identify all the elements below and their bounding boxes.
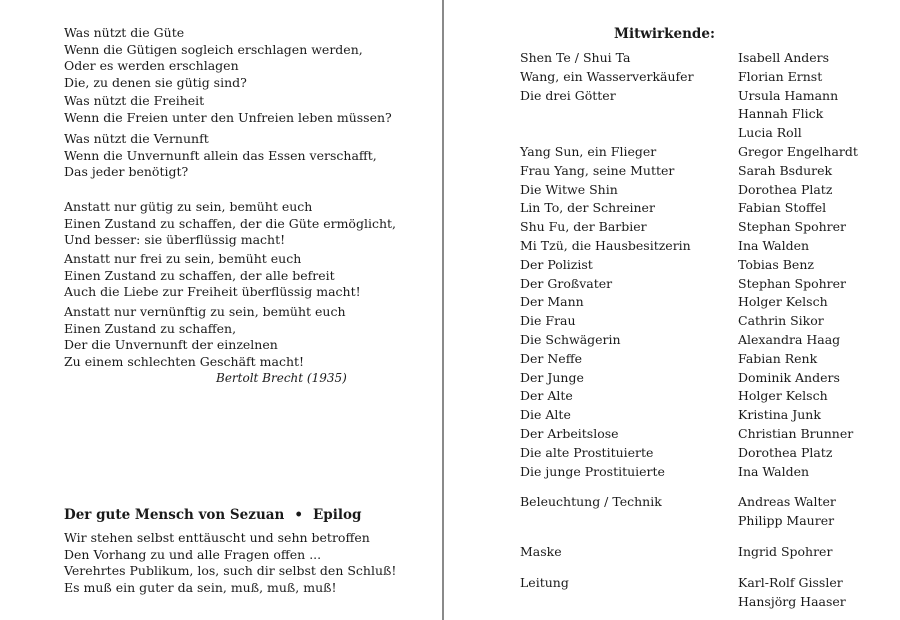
cast-actor: Alexandra Haag bbox=[738, 331, 841, 347]
cast-role: Wang, ein Wasserverkäufer bbox=[520, 68, 694, 84]
cast-role: Shen Te / Shui Ta bbox=[520, 50, 631, 65]
cast-actor: Hansjörg Haaser bbox=[738, 593, 846, 609]
cast-actor: Ina Walden bbox=[738, 237, 810, 253]
poem-line: Das jeder benötigt? bbox=[64, 164, 189, 179]
cast-actor: Andreas Walter bbox=[738, 494, 836, 510]
cast-role: Die Witwe Shin bbox=[520, 181, 618, 197]
cast-row bbox=[520, 543, 900, 562]
cast-row bbox=[520, 512, 900, 531]
cast-actor: Stephan Spohrer bbox=[738, 275, 847, 291]
epilog-title bbox=[64, 507, 361, 523]
cast-actor: Fabian Stoffel bbox=[738, 200, 827, 216]
cast-row bbox=[520, 331, 900, 350]
cast-role: Yang Sun, ein Flieger bbox=[520, 143, 657, 159]
cast-role bbox=[520, 512, 738, 531]
cast-role: Leitung bbox=[520, 574, 569, 590]
poem-stanza bbox=[64, 199, 396, 249]
cast-row bbox=[520, 105, 900, 124]
poem-signature: Bertolt Brecht (1935) bbox=[216, 371, 347, 385]
cast-actor: Hannah Flick bbox=[738, 106, 824, 122]
cast-title: Mitwirkende: bbox=[614, 26, 715, 42]
poem-line: Was nützt die Güte bbox=[64, 25, 185, 40]
cast-actor: Lucia Roll bbox=[738, 125, 802, 141]
cast-row bbox=[520, 350, 900, 369]
cast-role: Die alte Prostituierte bbox=[520, 444, 654, 460]
cast-row bbox=[520, 256, 900, 275]
cast-role: Shu Fu, der Barbier bbox=[520, 219, 647, 235]
cast-role: Der Neffe bbox=[520, 350, 582, 366]
cast-actor: Karl-Rolf Gissler bbox=[738, 574, 843, 590]
poem-line: Anstatt nur frei zu sein, bemüht euch bbox=[64, 251, 302, 266]
poem-line: Der die Unvernunft der einzelnen bbox=[64, 337, 278, 352]
poem-stanza bbox=[64, 131, 377, 181]
poem-stanza bbox=[64, 304, 346, 370]
epilog-title-section: Epilog bbox=[312, 507, 362, 523]
left-page bbox=[0, 0, 442, 620]
poem-line: Wenn die Gütigen sogleich erschlagen werden, bbox=[64, 41, 363, 57]
cast-list bbox=[520, 49, 900, 611]
cast-actor: Florian Ernst bbox=[738, 68, 823, 84]
cast-row bbox=[520, 237, 900, 256]
cast-actor: Ursula Hamann bbox=[738, 87, 839, 103]
page-divider bbox=[442, 0, 444, 620]
cast-actor: Dorothea Platz bbox=[738, 444, 833, 460]
cast-role: Der Mann bbox=[520, 294, 584, 310]
poem-stanza bbox=[64, 25, 363, 91]
cast-row bbox=[520, 68, 900, 87]
epilog-title-play: Der gute Mensch von Sezuan bbox=[64, 507, 285, 523]
cast-role: Der Großvater bbox=[520, 275, 613, 291]
cast-actor: Ingrid Spohrer bbox=[738, 543, 833, 559]
cast-actor: Holger Kelsch bbox=[738, 294, 828, 310]
cast-role bbox=[520, 593, 738, 612]
cast-row bbox=[520, 574, 900, 593]
cast-row bbox=[520, 181, 900, 200]
cast-role: Die junge Prostituierte bbox=[520, 463, 665, 479]
cast-role: Die Frau bbox=[520, 313, 576, 329]
poem-line: Einen Zustand zu schaffen, der alle befreit bbox=[64, 267, 335, 283]
bullet-separator: • bbox=[294, 507, 303, 523]
poem-line: Und besser: sie überflüssig macht! bbox=[64, 232, 286, 247]
cast-actor: Christian Brunner bbox=[738, 425, 854, 441]
cast-role: Lin To, der Schreiner bbox=[520, 200, 655, 216]
poem-line: Einen Zustand zu schaffen, bbox=[64, 320, 237, 336]
poem-line: Was nützt die Vernunft bbox=[64, 131, 209, 146]
right-page bbox=[446, 0, 900, 620]
cast-row bbox=[520, 162, 900, 181]
cast-row bbox=[520, 593, 900, 612]
poem-line: Auch die Liebe zur Freiheit überflüssig macht! bbox=[64, 284, 361, 299]
cast-role: Der Arbeitslose bbox=[520, 425, 619, 441]
epilog-line: Den Vorhang zu und alle Fragen offen ... bbox=[64, 546, 322, 562]
epilog-line: Wir stehen selbst enttäuscht und sehn betroffen bbox=[64, 530, 370, 545]
cast-actor: Dorothea Platz bbox=[738, 181, 833, 197]
poem-line: Wenn die Unvernunft allein das Essen verschafft, bbox=[64, 147, 377, 163]
poem-stanza bbox=[64, 93, 392, 126]
cast-actor: Cathrin Sikor bbox=[738, 313, 824, 329]
epilog-line: Verehrtes Publikum, los, such dir selbst den Schluß! bbox=[64, 563, 397, 578]
cast-row bbox=[520, 463, 900, 482]
cast-actor: Ina Walden bbox=[738, 463, 810, 479]
cast-row bbox=[520, 218, 900, 237]
cast-actor: Fabian Renk bbox=[738, 350, 818, 366]
cast-role: Beleuchtung / Technik bbox=[520, 494, 662, 510]
cast-role: Der Polizist bbox=[520, 256, 593, 272]
poem-line: Anstatt nur vernünftig zu sein, bemüht euch bbox=[64, 304, 346, 319]
cast-role: Der Junge bbox=[520, 369, 584, 385]
poem-stanza bbox=[64, 251, 361, 301]
cast-row bbox=[520, 493, 900, 512]
cast-row bbox=[520, 312, 900, 331]
cast-row bbox=[520, 143, 900, 162]
cast-row bbox=[520, 199, 900, 218]
cast-row bbox=[520, 425, 900, 444]
cast-row bbox=[520, 369, 900, 388]
cast-role: Der Alte bbox=[520, 388, 573, 404]
cast-role: Die Alte bbox=[520, 407, 571, 423]
poem-line: Die, zu denen sie gütig sind? bbox=[64, 74, 247, 90]
cast-role: Maske bbox=[520, 543, 562, 559]
cast-role: Frau Yang, seine Mutter bbox=[520, 162, 675, 178]
poem-line: Zu einem schlechten Geschäft macht! bbox=[64, 353, 305, 369]
poem-line: Was nützt die Freiheit bbox=[64, 93, 205, 108]
cast-row bbox=[520, 124, 900, 143]
cast-row bbox=[520, 275, 900, 294]
cast-role: Die drei Götter bbox=[520, 87, 616, 103]
poem-line: Wenn die Freien unter den Unfreien leben müssen? bbox=[64, 109, 392, 125]
cast-actor: Holger Kelsch bbox=[738, 388, 828, 404]
epilog-verse bbox=[64, 530, 396, 596]
cast-actor: Isabell Anders bbox=[738, 50, 830, 65]
cast-actor: Kristina Junk bbox=[738, 407, 821, 423]
poem-line: Oder es werden erschlagen bbox=[64, 58, 239, 73]
cast-row bbox=[520, 87, 900, 106]
cast-actor: Gregor Engelhardt bbox=[738, 143, 858, 159]
cast-row bbox=[520, 293, 900, 312]
cast-actor: Tobias Benz bbox=[738, 256, 814, 272]
cast-role bbox=[520, 124, 738, 143]
cast-row bbox=[520, 387, 900, 406]
cast-role bbox=[520, 105, 738, 124]
cast-actor: Stephan Spohrer bbox=[738, 219, 847, 235]
cast-actor: Sarah Bsdurek bbox=[738, 162, 833, 178]
cast-actor: Philipp Maurer bbox=[738, 513, 835, 529]
epilog-line: Es muß ein guter da sein, muß, muß, muß! bbox=[64, 579, 337, 595]
cast-role: Die Schwägerin bbox=[520, 331, 621, 347]
cast-row bbox=[520, 444, 900, 463]
poem-line: Einen Zustand zu schaffen, der die Güte ermöglicht, bbox=[64, 215, 396, 231]
poem-line: Anstatt nur gütig zu sein, bemüht euch bbox=[64, 199, 313, 214]
cast-role: Mi Tzü, die Hausbesitzerin bbox=[520, 237, 691, 253]
cast-row bbox=[520, 49, 900, 68]
cast-actor: Dominik Anders bbox=[738, 369, 840, 385]
cast-row bbox=[520, 406, 900, 425]
